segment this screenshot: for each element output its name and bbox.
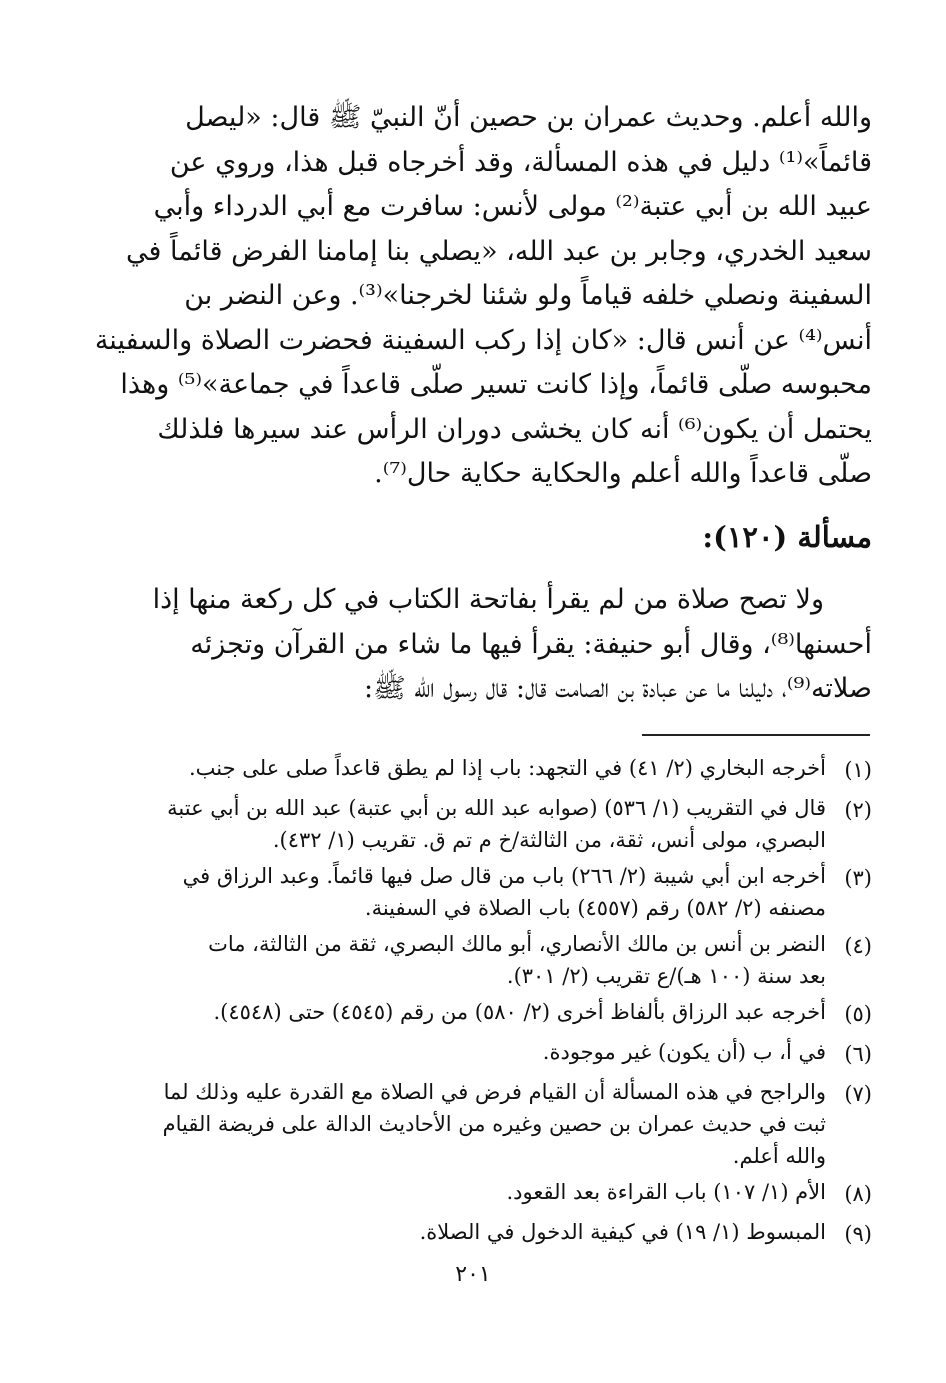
footnote bbox=[164, 1076, 872, 1172]
footnote-number: (١) bbox=[844, 758, 872, 782]
text-line: أحسنها⁽⁸⁾، وقال أبو حنيفة: يقرأ فيها ما شاء من القرآن وتجزئه bbox=[190, 628, 872, 660]
page-number: ٢٠١ bbox=[455, 1262, 491, 1287]
footnote bbox=[164, 996, 872, 1032]
footnote-number: (٧) bbox=[844, 1082, 872, 1106]
footnote-number: (٢) bbox=[844, 798, 872, 822]
footnote-line: بعد سنة (١٠٠ هـ)/ع تقريب (٢/ ٣٠١). bbox=[506, 964, 826, 988]
text-line: يحتمل أن يكون⁽⁶⁾ أنه كان يخشى دوران الرأس عند سيرها فلذلك bbox=[157, 413, 872, 445]
text-line: أنس⁽⁴⁾ عن أنس قال: «كان إذا ركب السفينة فحضرت الصلاة والسفينة bbox=[94, 324, 872, 356]
text-line: صلاته⁽⁹⁾، دليلنا ما عن عبادة بن الصامت قال: قال رسول الله ﷺ: bbox=[364, 673, 872, 704]
footnote-line: ثبت في حديث عمران بن حصين وغيره من الأحاديث الدالة على فريضة القيام bbox=[162, 1112, 826, 1136]
footnote-line: أخرجه البخاري (٢/ ٤١) في التجهد: باب إذا لم يطق قاعداً صلى على جنب. bbox=[188, 756, 826, 780]
footnote bbox=[164, 1036, 872, 1072]
footnote-line: المبسوط (١/ ١٩) في كيفية الدخول في الصلاة. bbox=[419, 1220, 826, 1244]
text-line: والله أعلم. وحديث عمران بن حصين أنّ النبيّ ﷺ قال: «ليصل bbox=[185, 102, 872, 133]
footnote bbox=[164, 1176, 872, 1212]
text-line: محبوسه صلّى قائماً، وإذا كانت تسير صلّى قاعداً في جماعة»⁽⁵⁾ وهذا bbox=[120, 369, 872, 400]
footnote-line: أخرجه عبد الرزاق بألفاظ أخرى (٢/ ٥٨٠) من رقم (٤٥٤٥) حتى (٤٥٤٨). bbox=[213, 1000, 826, 1024]
text-line: ولا تصح صلاة من لم يقرأ بفاتحة الكتاب في كل ركعة منها إذا bbox=[152, 584, 824, 615]
footnote-line: في أ، ب (أن يكون) غير موجودة. bbox=[542, 1040, 826, 1064]
footnote-line: والله أعلم. bbox=[732, 1144, 826, 1168]
footnote-line: البصري، مولى أنس، ثقة، من الثالثة/خ م تم ق. تقريب (١/ ٤٣٢). bbox=[272, 828, 826, 852]
footnote-number: (٣) bbox=[844, 866, 872, 890]
footnote-line: أخرجه ابن أبي شيبة (٢/ ٢٦٦) باب من قال صل فيها قائماً. وعبد الرزاق في bbox=[182, 864, 826, 888]
text-line: عبيد الله بن أبي عتبة⁽²⁾ مولى لأنس: سافرت مع أبي الدرداء وأبي bbox=[153, 191, 872, 222]
second-paragraph bbox=[152, 578, 872, 712]
footnote-line: مصنفه (٢/ ٥٨٢) رقم (٤٥٥٧) باب الصلاة في السفينة. bbox=[364, 896, 826, 920]
footnote-separator bbox=[642, 734, 870, 736]
footnote bbox=[164, 752, 872, 788]
footnote-line: الأم (١/ ١٠٧) باب القراءة بعد القعود. bbox=[506, 1180, 826, 1204]
footnote-number: (٥) bbox=[844, 1002, 872, 1026]
footnote-number: (٤) bbox=[844, 934, 872, 958]
footnotes bbox=[164, 752, 872, 1256]
footnote-line: قال في التقريب (١/ ٥٣٦) (صوابه عبد الله بن أبي عتبة) عبد الله بن أبي عتبة bbox=[167, 796, 826, 820]
section-heading: مسألة (١٢٠): bbox=[702, 520, 872, 554]
footnote-number: (٩) bbox=[844, 1222, 872, 1246]
footnote bbox=[164, 792, 872, 856]
footnote-line: النضر بن أنس بن مالك الأنصاري، أبو مالك البصري، ثقة من الثالثة، مات bbox=[208, 932, 826, 956]
footnote bbox=[164, 928, 872, 992]
text-line: السفينة ونصلي خلفه قياماً ولو شئنا لخرجنا»⁽³⁾. وعن النضر بن bbox=[184, 280, 872, 311]
text-line: صلّى قاعداً والله أعلم والحكاية حكاية حال⁽⁷⁾. bbox=[374, 458, 872, 489]
footnote-number: (٨) bbox=[844, 1182, 872, 1206]
text-line: سعيد الخدري، وجابر بن عبد الله، «يصلي بنا إمامنا الفرض قائماً في bbox=[126, 235, 872, 267]
footnote-line: والراجح في هذه المسألة أن القيام فرض في الصلاة مع القدرة عليه وذلك لما bbox=[163, 1080, 826, 1104]
text-line: قائماً»⁽¹⁾ دليل في هذه المسألة، وقد أخرجاه قبل هذا، وروي عن bbox=[169, 146, 872, 178]
main-paragraph bbox=[94, 96, 872, 497]
footnote-number: (٦) bbox=[844, 1042, 872, 1066]
footnote bbox=[164, 860, 872, 924]
footnote bbox=[164, 1216, 872, 1252]
